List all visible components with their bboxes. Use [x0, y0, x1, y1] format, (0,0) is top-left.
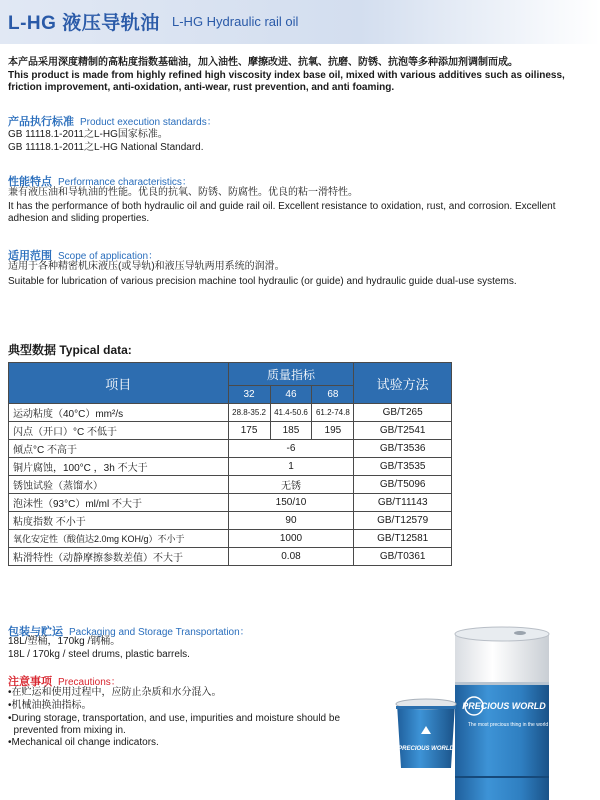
- row-method: GB/T12579: [354, 512, 452, 530]
- table-row: [9, 494, 452, 512]
- row-value: 90: [228, 512, 354, 530]
- typical-data-title: 典型数据 Typical data:: [8, 343, 132, 357]
- performance-en: It has the performance of both hydraulic oil and guide rail oil. Excellent resistance to oxidation, rust, and corrosion. Excellent adhesion and sliding properties.: [8, 201, 556, 224]
- row-method: GB/T0361: [354, 548, 452, 566]
- row-item: 粘度指数 不小于: [9, 512, 229, 530]
- table-header-quality: 质量指标: [228, 363, 354, 386]
- intro-cn: 本产品采用深度精制的高粘度指数基础油，加入油性、摩擦改进、抗氧、抗磨、防锈、抗泡等多种添加剂调制而成。: [8, 57, 518, 68]
- row-value: 0.08: [228, 548, 354, 566]
- typical-data-table: [8, 362, 452, 566]
- standards-heading: [8, 112, 217, 130]
- row-value: 28.8-35.2: [228, 404, 270, 422]
- pail-brand: PRECIOUS WORLD: [398, 746, 454, 752]
- row-value: 1000: [228, 530, 354, 548]
- plastic-pail-image: [393, 694, 459, 770]
- row-method: GB/T2541: [354, 422, 452, 440]
- precaution-line: •During storage, transportation, and use, impurities and moisture should be: [8, 713, 341, 724]
- table-header-item: 项目: [9, 363, 229, 404]
- page-subtitle: L-HG Hydraulic rail oil: [172, 14, 299, 29]
- scope-title-cn: 适用范围: [8, 250, 52, 262]
- standards-cn: GB 11118.1-2011之L-HG国家标准。: [8, 129, 168, 140]
- scope-cn: 适用于各种精密机床液压(或导轨)和液压导轨两用系统的润滑。: [8, 261, 285, 272]
- row-value: -6: [228, 440, 354, 458]
- row-method: GB/T12581: [354, 530, 452, 548]
- grade-46: 46: [270, 386, 312, 404]
- table-row: [9, 530, 452, 548]
- row-value: 175: [228, 422, 270, 440]
- table-row: [9, 548, 452, 566]
- row-method: GB/T265: [354, 404, 452, 422]
- performance-title-cn: 性能特点: [8, 176, 52, 188]
- packaging-en: 18L / 170kg / steel drums, plastic barrels.: [8, 649, 190, 660]
- row-item: 氧化安定性（酸值达2.0mg KOH/g）不小于: [9, 530, 229, 548]
- standards-title-cn: 产品执行标准: [8, 116, 74, 128]
- row-item: 闪点（开口）°C 不低于: [9, 422, 229, 440]
- row-method: GB/T5096: [354, 476, 452, 494]
- row-method: GB/T3535: [354, 458, 452, 476]
- precaution-line: prevented from mixing in.: [8, 725, 126, 736]
- packaging-cn: 18L/塑桶，170kg /钢桶。: [8, 636, 121, 647]
- table-header-method: 试验方法: [354, 363, 452, 404]
- row-value: 41.4-50.6: [270, 404, 312, 422]
- row-value: 195: [312, 422, 354, 440]
- scope-en: Suitable for lubrication of various precision machine tool hydraulic (or guide) and hydraulic guide dual-use systems.: [8, 276, 517, 287]
- table-row: [9, 512, 452, 530]
- row-value: 无锈: [228, 476, 354, 494]
- precaution-line: •Mechanical oil change indicators.: [8, 737, 159, 748]
- performance-cn: 兼有液压油和导轨油的性能。优良的抗氧、防锈、防腐性。优良的粘一滑特性。: [8, 187, 358, 198]
- packaging-title-cn: 包装与贮运: [8, 626, 63, 638]
- precautions-title-cn: 注意事项: [8, 676, 52, 688]
- packaging-title-en: Packaging and Storage Transportation：: [69, 627, 250, 638]
- intro-en: This product is made from highly refined high viscosity index base oil, mixed with various additives such as oiliness, friction improvement, anti-oxidation, anti-wear, rust prevention, and anti foaming.: [8, 70, 565, 93]
- table-row: [9, 440, 452, 458]
- row-method: GB/T11143: [354, 494, 452, 512]
- precaution-line: •机械油换油指标。: [8, 700, 92, 711]
- header-banner: [0, 0, 600, 44]
- row-item: 倾点°C 不高于: [9, 440, 229, 458]
- row-item: 粘滑特性（动静摩擦参数差值）不大于: [9, 548, 229, 566]
- row-value: 150/10: [228, 494, 354, 512]
- standards-title-en: Product execution standards：: [80, 117, 217, 128]
- table-row: [9, 476, 452, 494]
- row-value: 185: [270, 422, 312, 440]
- row-item: 泡沫性（93°C）ml/ml 不大于: [9, 494, 229, 512]
- row-item: 锈蚀试验（蒸馏水）: [9, 476, 229, 494]
- standards-en: GB 11118.1-2011之L-HG National Standard.: [8, 142, 204, 153]
- table-row: [9, 422, 452, 440]
- scope-title-en: Scope of application：: [58, 251, 159, 262]
- table-row: [9, 458, 452, 476]
- precautions-title-en: Precautions：: [58, 677, 121, 688]
- row-method: GB/T3536: [354, 440, 452, 458]
- steel-drum-image: [452, 626, 552, 800]
- grade-68: 68: [312, 386, 354, 404]
- page-title: L-HG 液压导轨油: [8, 13, 160, 34]
- drum-brand: PRECIOUS WORLD: [462, 701, 546, 711]
- row-value: 61.2-74.8: [312, 404, 354, 422]
- row-item: 铜片腐蚀，100°C ，3h 不大于: [9, 458, 229, 476]
- row-item: 运动粘度（40°C）mm²/s: [9, 404, 229, 422]
- grade-32: 32: [228, 386, 270, 404]
- table-row: [9, 404, 452, 422]
- precaution-line: •在贮运和使用过程中，应防止杂质和水分混入。: [8, 687, 222, 698]
- drum-tagline: The most precious thing in the world: [467, 722, 549, 728]
- row-value: 1: [228, 458, 354, 476]
- performance-title-en: Performance characteristics：: [58, 177, 192, 188]
